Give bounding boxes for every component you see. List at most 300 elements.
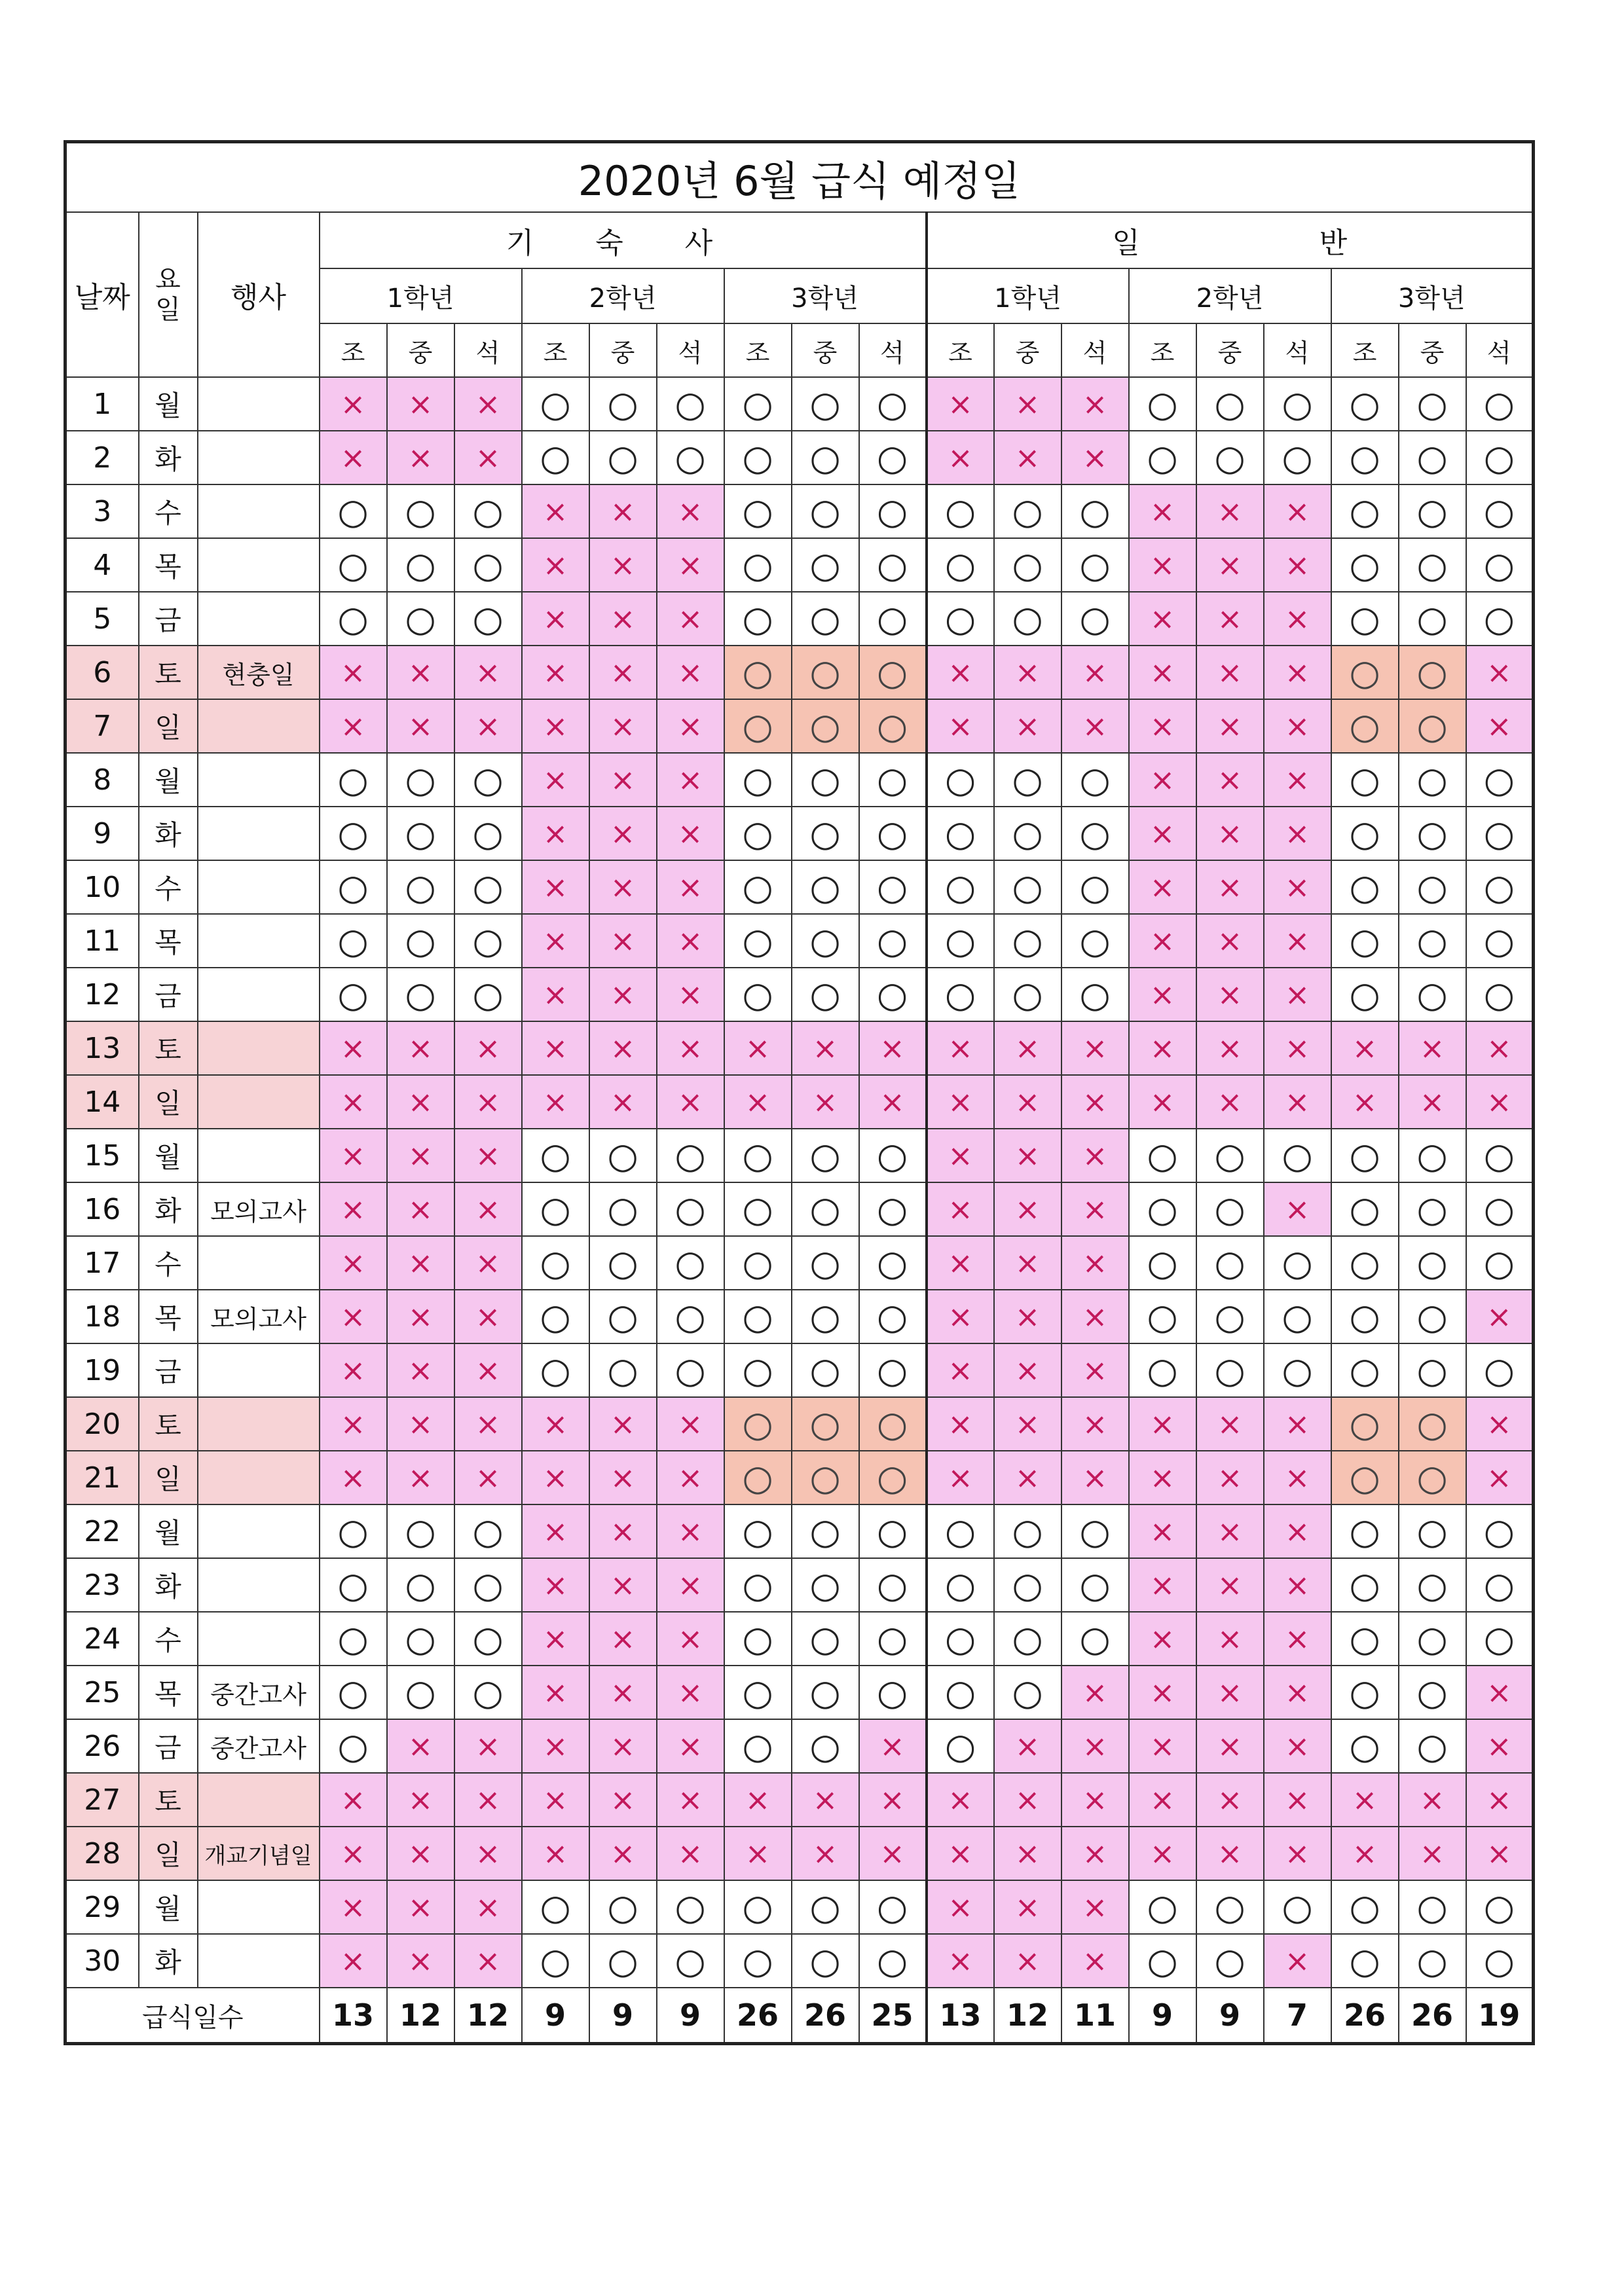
meal-no-mark: × xyxy=(657,1451,724,1504)
meal-yes-mark: ○ xyxy=(1331,1236,1399,1290)
meal-header: 중 xyxy=(589,323,657,377)
meal-no-mark: × xyxy=(387,431,454,484)
meal-no-mark: × xyxy=(994,1236,1061,1290)
meal-no-mark: × xyxy=(1129,1075,1196,1129)
meal-yes-mark: ○ xyxy=(1061,968,1129,1021)
meal-no-mark: × xyxy=(1264,1021,1331,1075)
meal-no-mark: × xyxy=(320,1880,387,1934)
meal-yes-mark: ○ xyxy=(994,1504,1061,1558)
meal-no-mark: × xyxy=(320,1021,387,1075)
meal-no-mark: × xyxy=(1061,1075,1129,1129)
meal-header: 조 xyxy=(724,323,792,377)
meal-no-mark: × xyxy=(657,807,724,860)
meal-yes-mark: ○ xyxy=(1466,431,1534,484)
date-cell: 30 xyxy=(65,1934,139,1988)
meal-yes-mark: ○ xyxy=(1331,1880,1399,1934)
meal-yes-mark: ○ xyxy=(724,968,792,1021)
event-cell: 중간고사 xyxy=(198,1719,320,1773)
table-row xyxy=(65,807,1534,860)
meal-header: 중 xyxy=(792,323,859,377)
meal-header: 중 xyxy=(387,323,454,377)
event-cell xyxy=(198,914,320,968)
table-row xyxy=(65,646,1534,699)
meal-no-mark: × xyxy=(454,1880,522,1934)
meal-no-mark: × xyxy=(1264,1719,1331,1773)
meal-yes-mark: ○ xyxy=(1061,1504,1129,1558)
meal-yes-mark: ○ xyxy=(994,484,1061,538)
meal-yes-mark: ○ xyxy=(927,753,994,807)
meal-no-mark: × xyxy=(454,646,522,699)
meal-no-mark: × xyxy=(724,1827,792,1880)
meal-yes-mark: ○ xyxy=(859,1290,927,1343)
meal-yes-mark: ○ xyxy=(1331,431,1399,484)
meal-yes-mark: ○ xyxy=(1399,377,1466,431)
meal-no-mark: × xyxy=(994,377,1061,431)
table-row xyxy=(65,1880,1534,1934)
total-cell: 9 xyxy=(1196,1988,1264,2044)
meal-yes-mark: ○ xyxy=(1196,377,1264,431)
date-cell: 20 xyxy=(65,1397,139,1451)
meal-yes-mark: ○ xyxy=(859,860,927,914)
meal-no-mark: × xyxy=(657,1719,724,1773)
meal-yes-mark: ○ xyxy=(724,1451,792,1504)
meal-yes-mark: ○ xyxy=(1129,1934,1196,1988)
meal-header: 중 xyxy=(1196,323,1264,377)
meal-header: 석 xyxy=(657,323,724,377)
meal-no-mark: × xyxy=(1264,1558,1331,1612)
meal-yes-mark: ○ xyxy=(1331,1182,1399,1236)
meal-yes-mark: ○ xyxy=(320,1719,387,1773)
meal-no-mark: × xyxy=(387,377,454,431)
meal-no-mark: × xyxy=(454,1021,522,1075)
meal-yes-mark: ○ xyxy=(724,807,792,860)
meal-no-mark: × xyxy=(657,1612,724,1666)
meal-no-mark: × xyxy=(1264,860,1331,914)
table-row xyxy=(65,592,1534,646)
meal-yes-mark: ○ xyxy=(994,968,1061,1021)
meal-no-mark: × xyxy=(454,1827,522,1880)
meal-no-mark: × xyxy=(1129,1666,1196,1719)
meal-no-mark: × xyxy=(927,1451,994,1504)
meal-no-mark: × xyxy=(522,807,589,860)
meal-no-mark: × xyxy=(1264,753,1331,807)
table-row xyxy=(65,1827,1534,1880)
day-header-text: 요일 xyxy=(155,264,181,325)
grade-header: 2학년 xyxy=(1129,268,1331,323)
meal-yes-mark: ○ xyxy=(1466,1343,1534,1397)
table-row xyxy=(65,1773,1534,1827)
date-cell: 17 xyxy=(65,1236,139,1290)
meal-yes-mark: ○ xyxy=(859,753,927,807)
event-cell xyxy=(198,1397,320,1451)
meal-no-mark: × xyxy=(1466,1397,1534,1451)
meal-no-mark: × xyxy=(454,1182,522,1236)
meal-no-mark: × xyxy=(1196,1773,1264,1827)
meal-no-mark: × xyxy=(522,860,589,914)
event-header: 행사 xyxy=(198,212,320,377)
meal-yes-mark: ○ xyxy=(1399,1666,1466,1719)
meal-yes-mark: ○ xyxy=(724,1558,792,1612)
meal-no-mark: × xyxy=(1129,538,1196,592)
meal-no-mark: × xyxy=(927,1236,994,1290)
meal-no-mark: × xyxy=(1129,860,1196,914)
date-cell: 27 xyxy=(65,1773,139,1827)
meal-no-mark: × xyxy=(1264,699,1331,753)
meal-no-mark: × xyxy=(1061,1397,1129,1451)
meal-yes-mark: ○ xyxy=(1331,1129,1399,1182)
meal-no-mark: × xyxy=(589,914,657,968)
meal-yes-mark: ○ xyxy=(387,968,454,1021)
meal-yes-mark: ○ xyxy=(387,1558,454,1612)
event-cell xyxy=(198,592,320,646)
meal-no-mark: × xyxy=(387,1290,454,1343)
meal-yes-mark: ○ xyxy=(522,1236,589,1290)
table-row xyxy=(65,1343,1534,1397)
meal-yes-mark: ○ xyxy=(1061,807,1129,860)
grade-header: 3학년 xyxy=(1331,268,1534,323)
meal-yes-mark: ○ xyxy=(1129,1290,1196,1343)
meal-no-mark: × xyxy=(1399,1075,1466,1129)
total-cell: 25 xyxy=(859,1988,927,2044)
meal-yes-mark: ○ xyxy=(1264,431,1331,484)
meal-yes-mark: ○ xyxy=(1399,1719,1466,1773)
meal-yes-mark: ○ xyxy=(320,914,387,968)
date-cell: 8 xyxy=(65,753,139,807)
meal-no-mark: × xyxy=(994,1934,1061,1988)
meal-no-mark: × xyxy=(589,592,657,646)
meal-no-mark: × xyxy=(387,1773,454,1827)
total-cell: 9 xyxy=(1129,1988,1196,2044)
group-header-dormitory: 기 숙 사 xyxy=(320,212,927,268)
meal-yes-mark: ○ xyxy=(792,538,859,592)
meal-yes-mark: ○ xyxy=(1331,699,1399,753)
meal-no-mark: × xyxy=(387,1182,454,1236)
meal-no-mark: × xyxy=(589,1021,657,1075)
table-row xyxy=(65,538,1534,592)
weekday-cell: 월 xyxy=(139,1504,198,1558)
meal-yes-mark: ○ xyxy=(724,484,792,538)
meal-no-mark: × xyxy=(994,1880,1061,1934)
meal-yes-mark: ○ xyxy=(1331,538,1399,592)
weekday-cell: 화 xyxy=(139,431,198,484)
meal-yes-mark: ○ xyxy=(454,753,522,807)
meal-no-mark: × xyxy=(320,1129,387,1182)
meal-yes-mark: ○ xyxy=(1466,377,1534,431)
meal-yes-mark: ○ xyxy=(792,1236,859,1290)
meal-no-mark: × xyxy=(927,1343,994,1397)
meal-yes-mark: ○ xyxy=(859,699,927,753)
meal-yes-mark: ○ xyxy=(1399,860,1466,914)
meal-no-mark: × xyxy=(927,699,994,753)
meal-no-mark: × xyxy=(589,753,657,807)
schedule-body xyxy=(65,377,1534,1988)
weekday-cell: 화 xyxy=(139,807,198,860)
meal-no-mark: × xyxy=(1466,1773,1534,1827)
meal-no-mark: × xyxy=(1061,1719,1129,1773)
meal-yes-mark: ○ xyxy=(589,431,657,484)
meal-yes-mark: ○ xyxy=(859,538,927,592)
meal-no-mark: × xyxy=(1264,1827,1331,1880)
meal-yes-mark: ○ xyxy=(724,1880,792,1934)
meal-yes-mark: ○ xyxy=(792,1451,859,1504)
meal-yes-mark: ○ xyxy=(657,431,724,484)
meal-no-mark: × xyxy=(724,1773,792,1827)
meal-yes-mark: ○ xyxy=(1399,1558,1466,1612)
meal-yes-mark: ○ xyxy=(320,1666,387,1719)
meal-yes-mark: ○ xyxy=(454,484,522,538)
meal-no-mark: × xyxy=(1466,646,1534,699)
meal-yes-mark: ○ xyxy=(859,1236,927,1290)
meal-no-mark: × xyxy=(320,1827,387,1880)
meal-no-mark: × xyxy=(454,1236,522,1290)
meal-no-mark: × xyxy=(1196,968,1264,1021)
meal-yes-mark: ○ xyxy=(724,860,792,914)
weekday-cell: 토 xyxy=(139,1021,198,1075)
meal-yes-mark: ○ xyxy=(792,1397,859,1451)
page-title: 2020년 6월 급식 예정일 xyxy=(65,142,1534,213)
meal-no-mark: × xyxy=(387,1827,454,1880)
meal-yes-mark: ○ xyxy=(1331,1934,1399,1988)
meal-yes-mark: ○ xyxy=(927,860,994,914)
meal-no-mark: × xyxy=(1264,592,1331,646)
weekday-cell: 일 xyxy=(139,1451,198,1504)
meal-no-mark: × xyxy=(387,1343,454,1397)
meal-no-mark: × xyxy=(1196,1558,1264,1612)
event-cell xyxy=(198,1451,320,1504)
event-cell xyxy=(198,860,320,914)
meal-yes-mark: ○ xyxy=(454,914,522,968)
meal-no-mark: × xyxy=(387,1021,454,1075)
meal-no-mark: × xyxy=(522,646,589,699)
weekday-cell: 수 xyxy=(139,1612,198,1666)
meal-yes-mark: ○ xyxy=(1466,914,1534,968)
meal-yes-mark: ○ xyxy=(792,1880,859,1934)
meal-yes-mark: ○ xyxy=(927,1612,994,1666)
table-row xyxy=(65,1504,1534,1558)
meal-no-mark: × xyxy=(994,646,1061,699)
meal-no-mark: × xyxy=(994,1021,1061,1075)
meal-yes-mark: ○ xyxy=(927,1719,994,1773)
meal-yes-mark: ○ xyxy=(859,1343,927,1397)
meal-yes-mark: ○ xyxy=(522,1880,589,1934)
meal-no-mark: × xyxy=(1196,1666,1264,1719)
meal-yes-mark: ○ xyxy=(1331,753,1399,807)
meal-no-mark: × xyxy=(1061,699,1129,753)
meal-yes-mark: ○ xyxy=(927,1504,994,1558)
meal-yes-mark: ○ xyxy=(589,1880,657,1934)
meal-no-mark: × xyxy=(454,1343,522,1397)
meal-no-mark: × xyxy=(387,1397,454,1451)
meal-yes-mark: ○ xyxy=(792,968,859,1021)
meal-header: 석 xyxy=(454,323,522,377)
meal-schedule-sheet xyxy=(64,140,1535,2045)
weekday-cell: 수 xyxy=(139,860,198,914)
meal-no-mark: × xyxy=(1129,1827,1196,1880)
meal-yes-mark: ○ xyxy=(792,807,859,860)
meal-yes-mark: ○ xyxy=(994,807,1061,860)
meal-yes-mark: ○ xyxy=(927,1558,994,1612)
meal-no-mark: × xyxy=(1061,1021,1129,1075)
meal-yes-mark: ○ xyxy=(589,1182,657,1236)
meal-yes-mark: ○ xyxy=(859,1934,927,1988)
meal-no-mark: × xyxy=(657,592,724,646)
meal-yes-mark: ○ xyxy=(724,592,792,646)
table-row xyxy=(65,377,1534,431)
event-cell xyxy=(198,1558,320,1612)
meal-no-mark: × xyxy=(994,1451,1061,1504)
meal-yes-mark: ○ xyxy=(1466,1934,1534,1988)
grade-header: 1학년 xyxy=(320,268,522,323)
total-cell: 12 xyxy=(387,1988,454,2044)
meal-no-mark: × xyxy=(387,1236,454,1290)
meal-no-mark: × xyxy=(454,1290,522,1343)
meal-yes-mark: ○ xyxy=(1129,1880,1196,1934)
meal-yes-mark: ○ xyxy=(1331,1612,1399,1666)
date-cell: 19 xyxy=(65,1343,139,1397)
total-cell: 7 xyxy=(1264,1988,1331,2044)
meal-no-mark: × xyxy=(1061,1129,1129,1182)
meal-header: 석 xyxy=(1264,323,1331,377)
meal-no-mark: × xyxy=(454,1719,522,1773)
meal-no-mark: × xyxy=(657,914,724,968)
meal-yes-mark: ○ xyxy=(859,592,927,646)
meal-no-mark: × xyxy=(387,646,454,699)
meal-yes-mark: ○ xyxy=(994,592,1061,646)
meal-no-mark: × xyxy=(994,699,1061,753)
event-cell xyxy=(198,538,320,592)
meal-header: 중 xyxy=(994,323,1061,377)
meal-no-mark: × xyxy=(724,1075,792,1129)
date-cell: 22 xyxy=(65,1504,139,1558)
weekday-cell: 월 xyxy=(139,377,198,431)
meal-no-mark: × xyxy=(657,538,724,592)
meal-no-mark: × xyxy=(792,1075,859,1129)
meal-yes-mark: ○ xyxy=(1399,646,1466,699)
meal-no-mark: × xyxy=(657,1504,724,1558)
meal-no-mark: × xyxy=(1129,807,1196,860)
meal-yes-mark: ○ xyxy=(724,1719,792,1773)
meal-no-mark: × xyxy=(387,1075,454,1129)
total-cell: 26 xyxy=(792,1988,859,2044)
meal-yes-mark: ○ xyxy=(994,914,1061,968)
meal-yes-mark: ○ xyxy=(927,968,994,1021)
meal-no-mark: × xyxy=(994,1290,1061,1343)
meal-header: 조 xyxy=(1129,323,1196,377)
table-row xyxy=(65,1934,1534,1988)
meal-yes-mark: ○ xyxy=(387,1612,454,1666)
group-header-general: 일 반 xyxy=(927,212,1534,268)
date-cell: 1 xyxy=(65,377,139,431)
meal-no-mark: × xyxy=(454,1934,522,1988)
total-cell: 12 xyxy=(454,1988,522,2044)
meal-no-mark: × xyxy=(994,1075,1061,1129)
meal-yes-mark: ○ xyxy=(1399,431,1466,484)
weekday-cell: 목 xyxy=(139,914,198,968)
date-cell: 2 xyxy=(65,431,139,484)
meal-no-mark: × xyxy=(589,1451,657,1504)
meal-no-mark: × xyxy=(589,699,657,753)
meal-no-mark: × xyxy=(522,1451,589,1504)
meal-yes-mark: ○ xyxy=(927,484,994,538)
meal-no-mark: × xyxy=(522,1021,589,1075)
meal-no-mark: × xyxy=(859,1773,927,1827)
meal-no-mark: × xyxy=(1264,484,1331,538)
meal-no-mark: × xyxy=(994,1773,1061,1827)
meal-yes-mark: ○ xyxy=(657,1880,724,1934)
meal-no-mark: × xyxy=(1264,1451,1331,1504)
total-cell: 26 xyxy=(724,1988,792,2044)
event-cell xyxy=(198,1236,320,1290)
meal-no-mark: × xyxy=(1331,1827,1399,1880)
weekday-cell: 일 xyxy=(139,1827,198,1880)
meal-no-mark: × xyxy=(320,1290,387,1343)
meal-no-mark: × xyxy=(792,1827,859,1880)
meal-no-mark: × xyxy=(1061,431,1129,484)
total-cell: 9 xyxy=(657,1988,724,2044)
meal-yes-mark: ○ xyxy=(1331,1504,1399,1558)
meal-no-mark: × xyxy=(1264,538,1331,592)
meal-yes-mark: ○ xyxy=(589,377,657,431)
meal-no-mark: × xyxy=(1196,484,1264,538)
meal-yes-mark: ○ xyxy=(1196,431,1264,484)
meal-yes-mark: ○ xyxy=(320,538,387,592)
meal-yes-mark: ○ xyxy=(994,1612,1061,1666)
date-cell: 5 xyxy=(65,592,139,646)
meal-yes-mark: ○ xyxy=(1264,1343,1331,1397)
meal-yes-mark: ○ xyxy=(522,377,589,431)
meal-no-mark: × xyxy=(454,1129,522,1182)
meal-yes-mark: ○ xyxy=(1331,1558,1399,1612)
meal-no-mark: × xyxy=(1061,1880,1129,1934)
meal-yes-mark: ○ xyxy=(927,807,994,860)
meal-no-mark: × xyxy=(1264,807,1331,860)
meal-no-mark: × xyxy=(1264,968,1331,1021)
meal-yes-mark: ○ xyxy=(454,807,522,860)
meal-yes-mark: ○ xyxy=(1466,484,1534,538)
meal-no-mark: × xyxy=(589,1666,657,1719)
meal-yes-mark: ○ xyxy=(320,1612,387,1666)
meal-no-mark: × xyxy=(522,1773,589,1827)
meal-yes-mark: ○ xyxy=(1331,1719,1399,1773)
date-cell: 4 xyxy=(65,538,139,592)
weekday-cell: 수 xyxy=(139,1236,198,1290)
meal-no-mark: × xyxy=(1466,1451,1534,1504)
date-cell: 14 xyxy=(65,1075,139,1129)
meal-yes-mark: ○ xyxy=(994,860,1061,914)
meal-schedule-table xyxy=(64,140,1535,2045)
meal-no-mark: × xyxy=(1129,1397,1196,1451)
meal-yes-mark: ○ xyxy=(1399,1612,1466,1666)
meal-no-mark: × xyxy=(1264,1504,1331,1558)
meal-yes-mark: ○ xyxy=(859,1504,927,1558)
weekday-cell: 화 xyxy=(139,1182,198,1236)
meal-no-mark: × xyxy=(1264,1934,1331,1988)
meal-no-mark: × xyxy=(1196,1719,1264,1773)
meal-yes-mark: ○ xyxy=(792,860,859,914)
meal-yes-mark: ○ xyxy=(1331,646,1399,699)
event-cell xyxy=(198,968,320,1021)
event-cell xyxy=(198,1773,320,1827)
meal-no-mark: × xyxy=(589,646,657,699)
meal-no-mark: × xyxy=(927,1397,994,1451)
meal-no-mark: × xyxy=(320,1773,387,1827)
meal-yes-mark: ○ xyxy=(657,1290,724,1343)
meal-yes-mark: ○ xyxy=(724,1666,792,1719)
meal-no-mark: × xyxy=(589,1558,657,1612)
meal-yes-mark: ○ xyxy=(1331,807,1399,860)
meal-no-mark: × xyxy=(320,646,387,699)
meal-no-mark: × xyxy=(1196,1827,1264,1880)
